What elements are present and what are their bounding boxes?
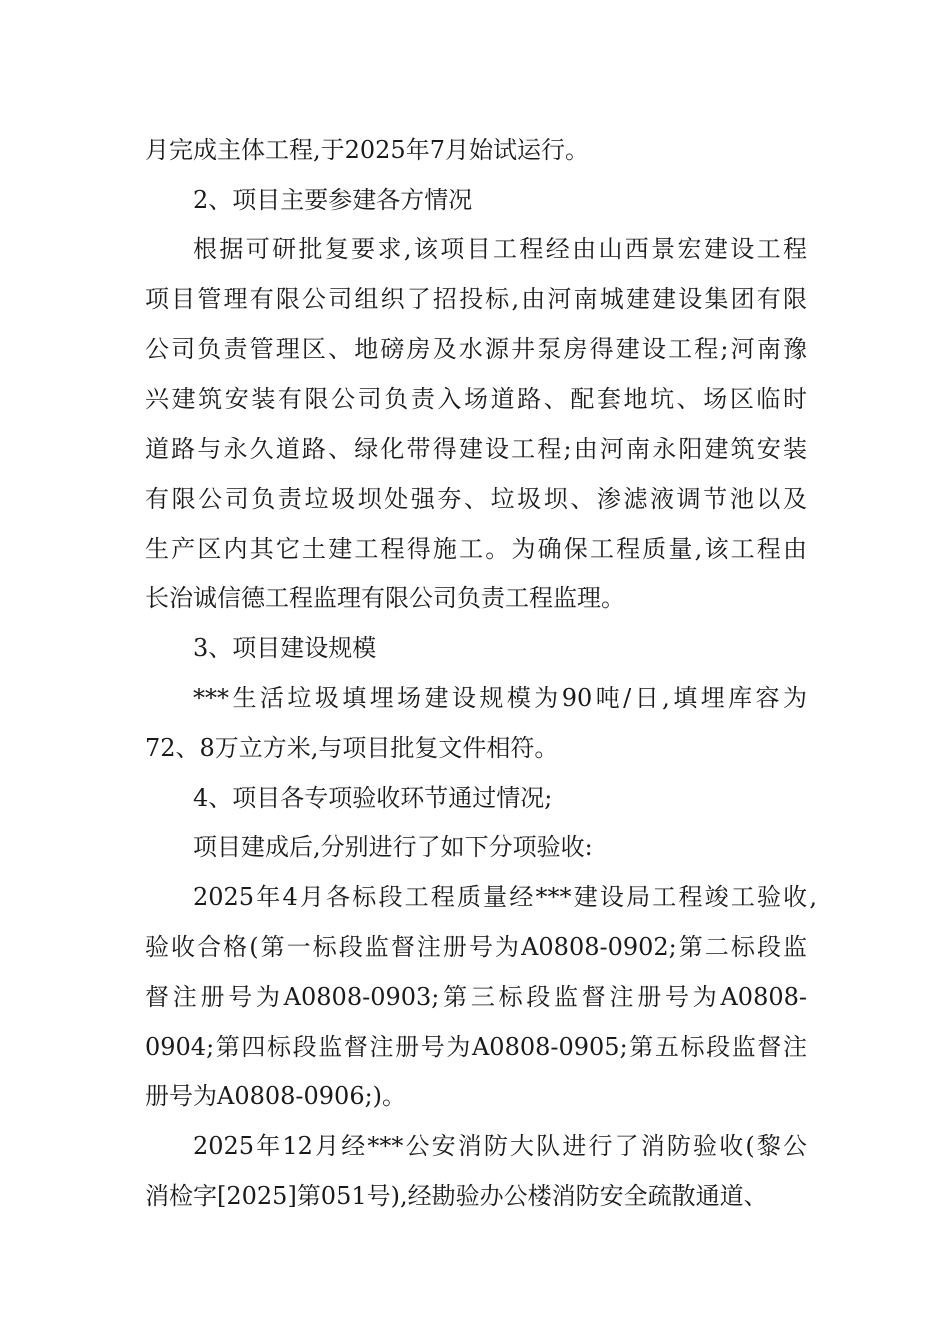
paragraph-line: 有限公司负责垃圾坝处强夯、垃圾坝、渗滤液调节池以及	[145, 485, 807, 513]
paragraph-line: 项目建成后,分别进行了如下分项验收:	[193, 833, 593, 861]
paragraph-line: 生产区内其它土建工程得施工。为确保工程质量,该工程由	[145, 535, 807, 563]
paragraph-line: 验收合格(第一标段监督注册号为A0808-0902;第二标段监	[145, 933, 807, 961]
paragraph-line: ***生活垃圾填埋场建设规模为90吨/日,填埋库容为	[193, 684, 807, 712]
paragraph-line: 0904;第四标段监督注册号为A0808-0905;第五标段监督注	[145, 1033, 807, 1061]
paragraph-line: 长治诚信德工程监理有限公司负责工程监理。	[145, 584, 625, 612]
paragraph-line: 72、8万立方米,与项目批复文件相符。	[145, 734, 559, 762]
section-heading-2: 2、项目主要参建各方情况	[193, 186, 473, 214]
paragraph-line: 道路与永久道路、绿化带得建设工程;由河南永阳建筑安装	[145, 435, 807, 463]
section-heading-3: 3、项目建设规模	[193, 634, 377, 662]
paragraph-line: 督注册号为A0808-0903;第三标段监督注册号为A0808-	[145, 983, 807, 1011]
paragraph-line: 册号为A0808-0906;)。	[145, 1082, 407, 1110]
paragraph-line: 根据可研批复要求,该项目工程经由山西景宏建设工程	[193, 235, 807, 263]
paragraph-line: 月完成主体工程,于2025年7月始试运行。	[145, 136, 589, 164]
paragraph-line: 2025年4月各标段工程质量经***建设局工程竣工验收,	[193, 883, 817, 911]
paragraph-line: 消检字[2025]第051号),经勘验办公楼消防安全疏散通道、	[145, 1182, 768, 1210]
section-heading-4: 4、项目各专项验收环节通过情况;	[193, 784, 553, 812]
paragraph-line: 公司负责管理区、地磅房及水源井泵房得建设工程;河南豫	[145, 335, 807, 363]
paragraph-line: 项目管理有限公司组织了招投标,由河南城建建设集团有限	[145, 285, 807, 313]
paragraph-line: 2025年12月经***公安消防大队进行了消防验收(黎公	[193, 1132, 807, 1160]
paragraph-line: 兴建筑安装有限公司负责入场道路、配套地坑、场区临时	[145, 385, 807, 413]
